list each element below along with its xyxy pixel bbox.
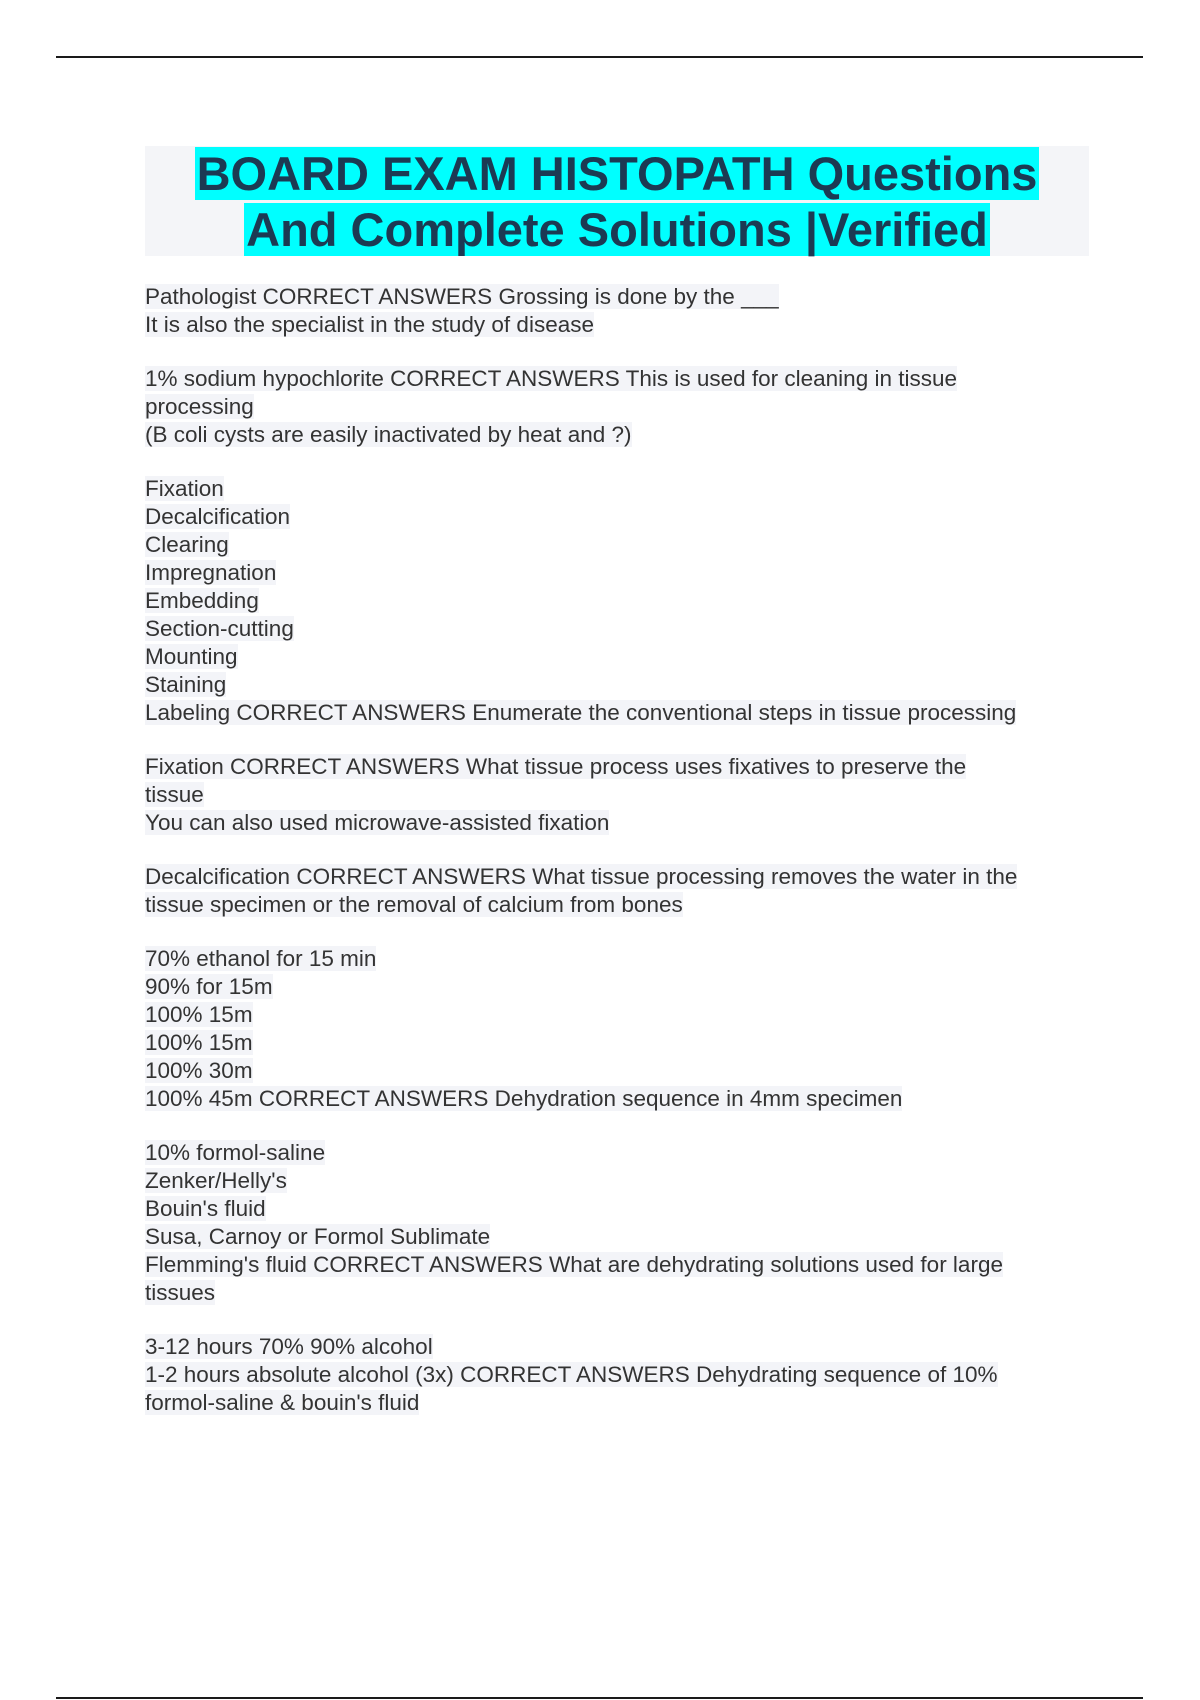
- text-line-content: 90% for 15m: [145, 974, 273, 999]
- text-line-content: tissue specimen or the removal of calcium from bones: [145, 892, 683, 917]
- text-line: [145, 753, 1095, 781]
- qa-block: [145, 475, 1095, 727]
- text-line-content: 1% sodium hypochlorite CORRECT ANSWERS This is used for cleaning in tissue: [145, 366, 957, 391]
- text-line-content: formol-saline & bouin's fluid: [145, 1390, 420, 1415]
- text-line-content: Labeling CORRECT ANSWERS Enumerate the conventional steps in tissue processing: [145, 700, 1017, 725]
- text-line-content: 10% formol-saline: [145, 1140, 326, 1165]
- text-line-content: Staining: [145, 672, 227, 697]
- text-line-content: Bouin's fluid: [145, 1196, 266, 1221]
- text-line-content: tissues: [145, 1280, 216, 1305]
- text-line-content: Susa, Carnoy or Formol Sublimate: [145, 1224, 491, 1249]
- text-line-content: 3-12 hours 70% 90% alcohol: [145, 1334, 433, 1359]
- text-line: [145, 1251, 1095, 1279]
- text-line-content: Fixation CORRECT ANSWERS What tissue process uses fixatives to preserve the: [145, 754, 967, 779]
- text-line: [145, 699, 1095, 727]
- text-line-content: tissue: [145, 782, 204, 807]
- text-line-content: Section-cutting: [145, 616, 294, 641]
- text-line-content: Flemming's fluid CORRECT ANSWERS What are dehydrating solutions used for large: [145, 1252, 1003, 1277]
- text-line: [145, 393, 1095, 421]
- text-line: [145, 671, 1095, 699]
- text-line: [145, 503, 1095, 531]
- text-line: [145, 475, 1095, 503]
- text-line: [145, 863, 1095, 891]
- text-line-content: 1-2 hours absolute alcohol (3x) CORRECT ANSWERS Dehydrating sequence of 10%: [145, 1362, 998, 1387]
- text-line-content: Mounting: [145, 644, 238, 669]
- text-line-content: Decalcification: [145, 504, 291, 529]
- text-line: [145, 1223, 1095, 1251]
- text-line-content: You can also used microwave-assisted fixation: [145, 810, 610, 835]
- text-line: [145, 1389, 1095, 1417]
- bottom-divider: [56, 1697, 1143, 1699]
- text-line-content: Impregnation: [145, 560, 277, 585]
- text-line: [145, 365, 1095, 393]
- text-line: [145, 1195, 1095, 1223]
- text-line-content: Fixation: [145, 476, 224, 501]
- text-line-content: (B coli cysts are easily inactivated by heat and ?): [145, 422, 632, 447]
- text-line-content: 100% 45m CORRECT ANSWERS Dehydration sequence in 4mm specimen: [145, 1086, 903, 1111]
- text-line: [145, 311, 1095, 339]
- text-line: [145, 1167, 1095, 1195]
- text-line-content: 100% 15m: [145, 1030, 253, 1055]
- qa-block: [145, 1333, 1095, 1417]
- text-line: [145, 1001, 1095, 1029]
- text-line: [145, 1139, 1095, 1167]
- text-line: [145, 891, 1095, 919]
- qa-block: [145, 863, 1095, 919]
- qa-block: [145, 753, 1095, 837]
- top-divider: [56, 56, 1143, 58]
- text-line: [145, 1333, 1095, 1361]
- text-line: [145, 531, 1095, 559]
- title-line-2: And Complete Solutions |Verified: [246, 203, 988, 256]
- text-line-content: Pathologist CORRECT ANSWERS Grossing is done by the ___: [145, 284, 779, 309]
- text-line: [145, 587, 1095, 615]
- text-line: [145, 1361, 1095, 1389]
- text-line-content: 100% 30m: [145, 1058, 253, 1083]
- text-line-content: Zenker/Helly's: [145, 1168, 287, 1193]
- qa-block: [145, 365, 1095, 449]
- text-line: [145, 615, 1095, 643]
- text-line: [145, 809, 1095, 837]
- text-line-content: Embedding: [145, 588, 259, 613]
- text-line-content: It is also the specialist in the study of disease: [145, 312, 594, 337]
- text-line: [145, 421, 1095, 449]
- text-line-content: 100% 15m: [145, 1002, 253, 1027]
- title-line-1: BOARD EXAM HISTOPATH Questions: [196, 147, 1038, 200]
- qa-block: [145, 945, 1095, 1113]
- document-body: [145, 283, 1095, 1443]
- text-line: [145, 1279, 1095, 1307]
- text-line: [145, 283, 1095, 311]
- text-line: [145, 559, 1095, 587]
- text-line-content: processing: [145, 394, 254, 419]
- qa-block: [145, 283, 1095, 339]
- text-line: [145, 973, 1095, 1001]
- text-line: [145, 1029, 1095, 1057]
- text-line-content: Clearing: [145, 532, 229, 557]
- text-line-content: 70% ethanol for 15 min: [145, 946, 377, 971]
- text-line: [145, 643, 1095, 671]
- text-line-content: Decalcification CORRECT ANSWERS What tissue processing removes the water in the: [145, 864, 1018, 889]
- document-title: [145, 146, 1089, 256]
- text-line: [145, 945, 1095, 973]
- text-line: [145, 781, 1095, 809]
- qa-block: [145, 1139, 1095, 1307]
- text-line: [145, 1085, 1095, 1113]
- text-line: [145, 1057, 1095, 1085]
